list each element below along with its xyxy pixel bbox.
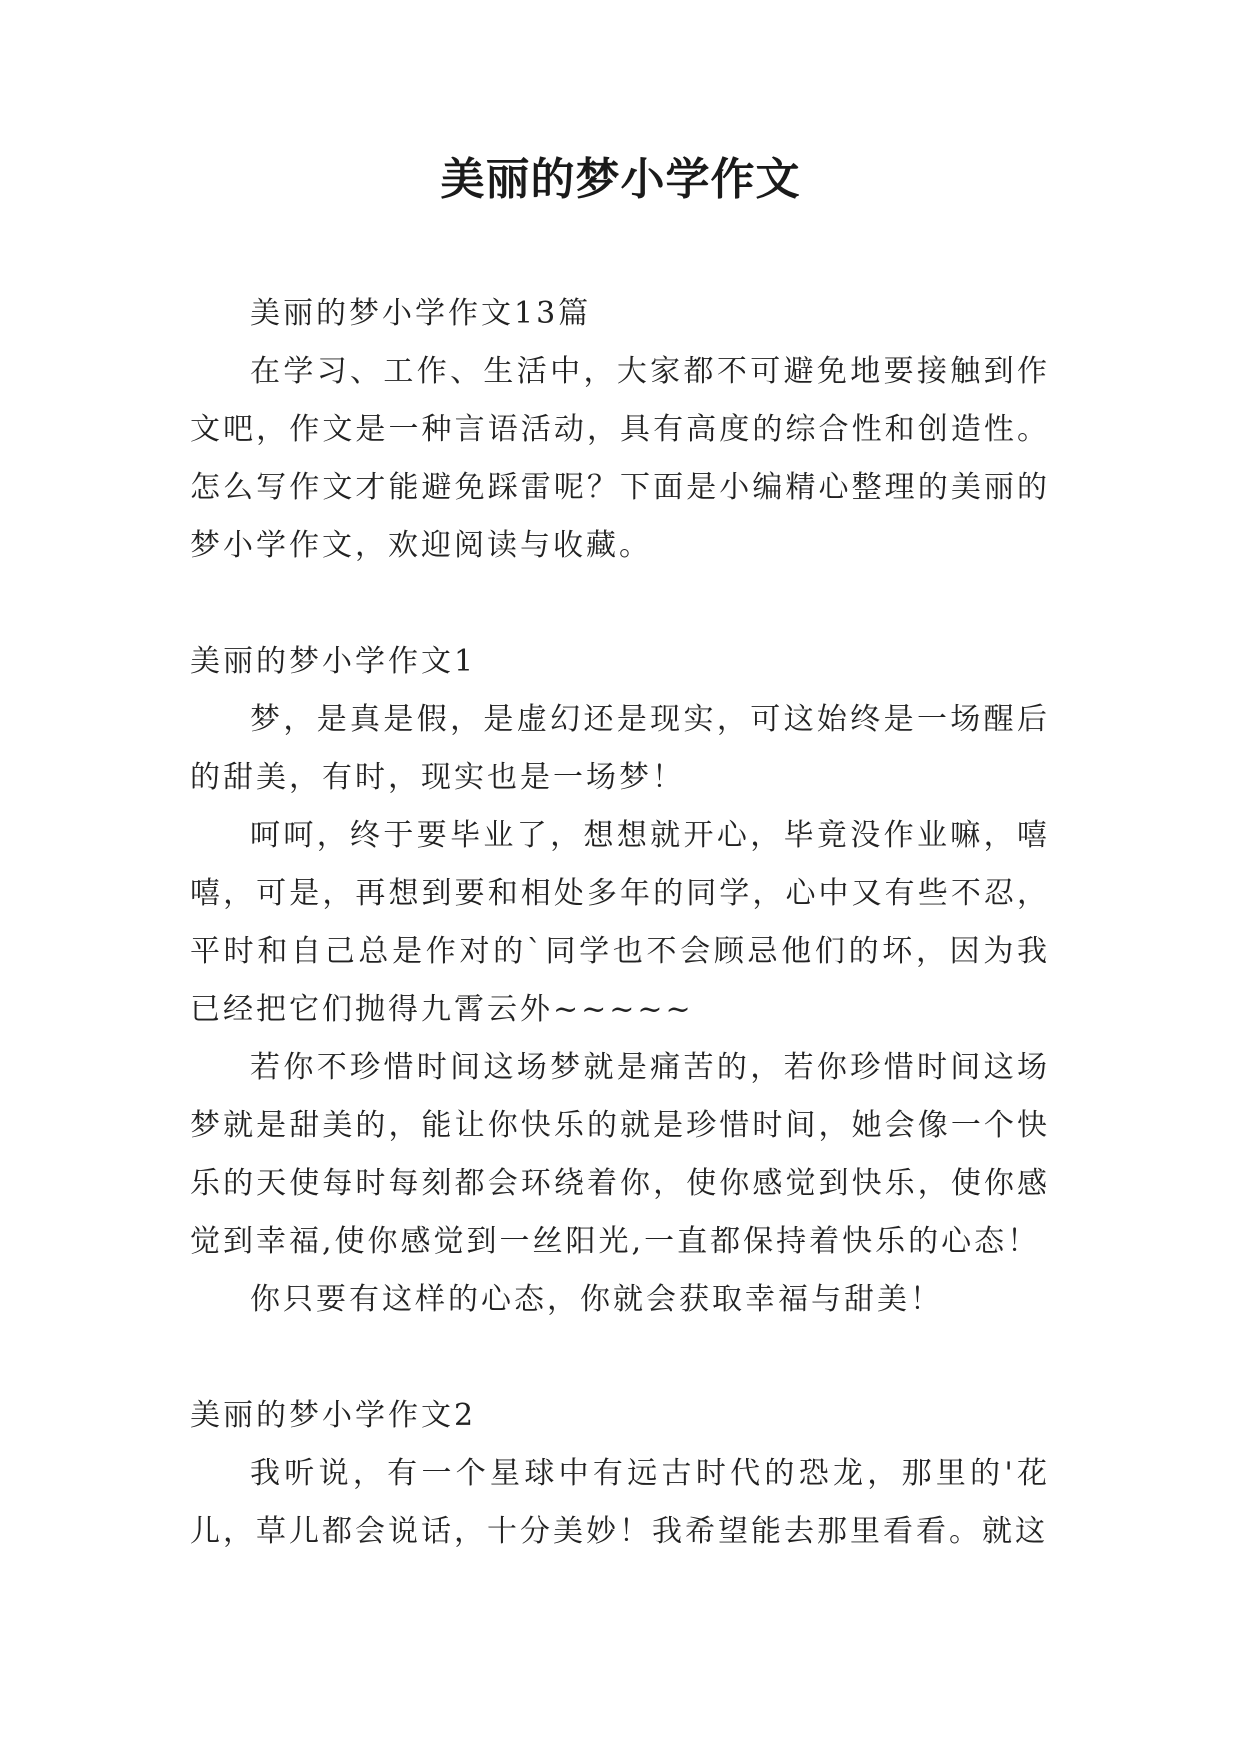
document-body xyxy=(190,285,1050,1561)
section-1-paragraph-1: 梦，是真是假，是虚幻还是现实，可这始终是一场醒后的甜美，有时，现实也是一场梦！ xyxy=(190,702,1050,795)
section-1-paragraph-2: 呵呵，终于要毕业了，想想就开心，毕竟没作业嘛，嘻嘻，可是，再想到要和相处多年的同学，心中又有些不忍，平时和自己总是作对的`同学也不会顾忌他们的坏，因为我已经把它们抛得九霄云外~~~~~ xyxy=(190,818,1050,1027)
document-title: 美丽的梦小学作文 xyxy=(440,154,801,205)
section-1-paragraph-4: 你只要有这样的心态，你就会获取幸福与甜美！ xyxy=(250,1282,943,1317)
section-gap xyxy=(190,1329,1050,1387)
section-heading-1: 美丽的梦小学作文1 xyxy=(190,644,477,679)
section-1-paragraph-3: 若你不珍惜时间这场梦就是痛苦的，若你珍惜时间这场梦就是甜美的，能让你快乐的就是珍惜时间，她会像一个快乐的天使每时每刻都会环绕着你，使你感觉到快乐，使你感觉到幸福,使你感觉到一丝阳光,一直都保持着快乐的心态！ xyxy=(190,1050,1050,1259)
section-gap xyxy=(190,575,1050,633)
intro-paragraph: 在学习、工作、生活中，大家都不可避免地要接触到作文吧，作文是一种言语活动，具有高度的综合性和创造性。怎么写作文才能避免踩雷呢？下面是小编精心整理的美丽的梦小学作文，欢迎阅读与收藏。 xyxy=(190,354,1050,563)
intro-subtitle: 美丽的梦小学作文13篇 xyxy=(250,296,592,331)
section-2-paragraph-1: 我听说，有一个星球中有远古时代的恐龙，那里的'花儿，草儿都会说话，十分美妙！我希望能去那里看看。就这 xyxy=(190,1456,1050,1549)
section-heading-2: 美丽的梦小学作文2 xyxy=(190,1398,477,1433)
